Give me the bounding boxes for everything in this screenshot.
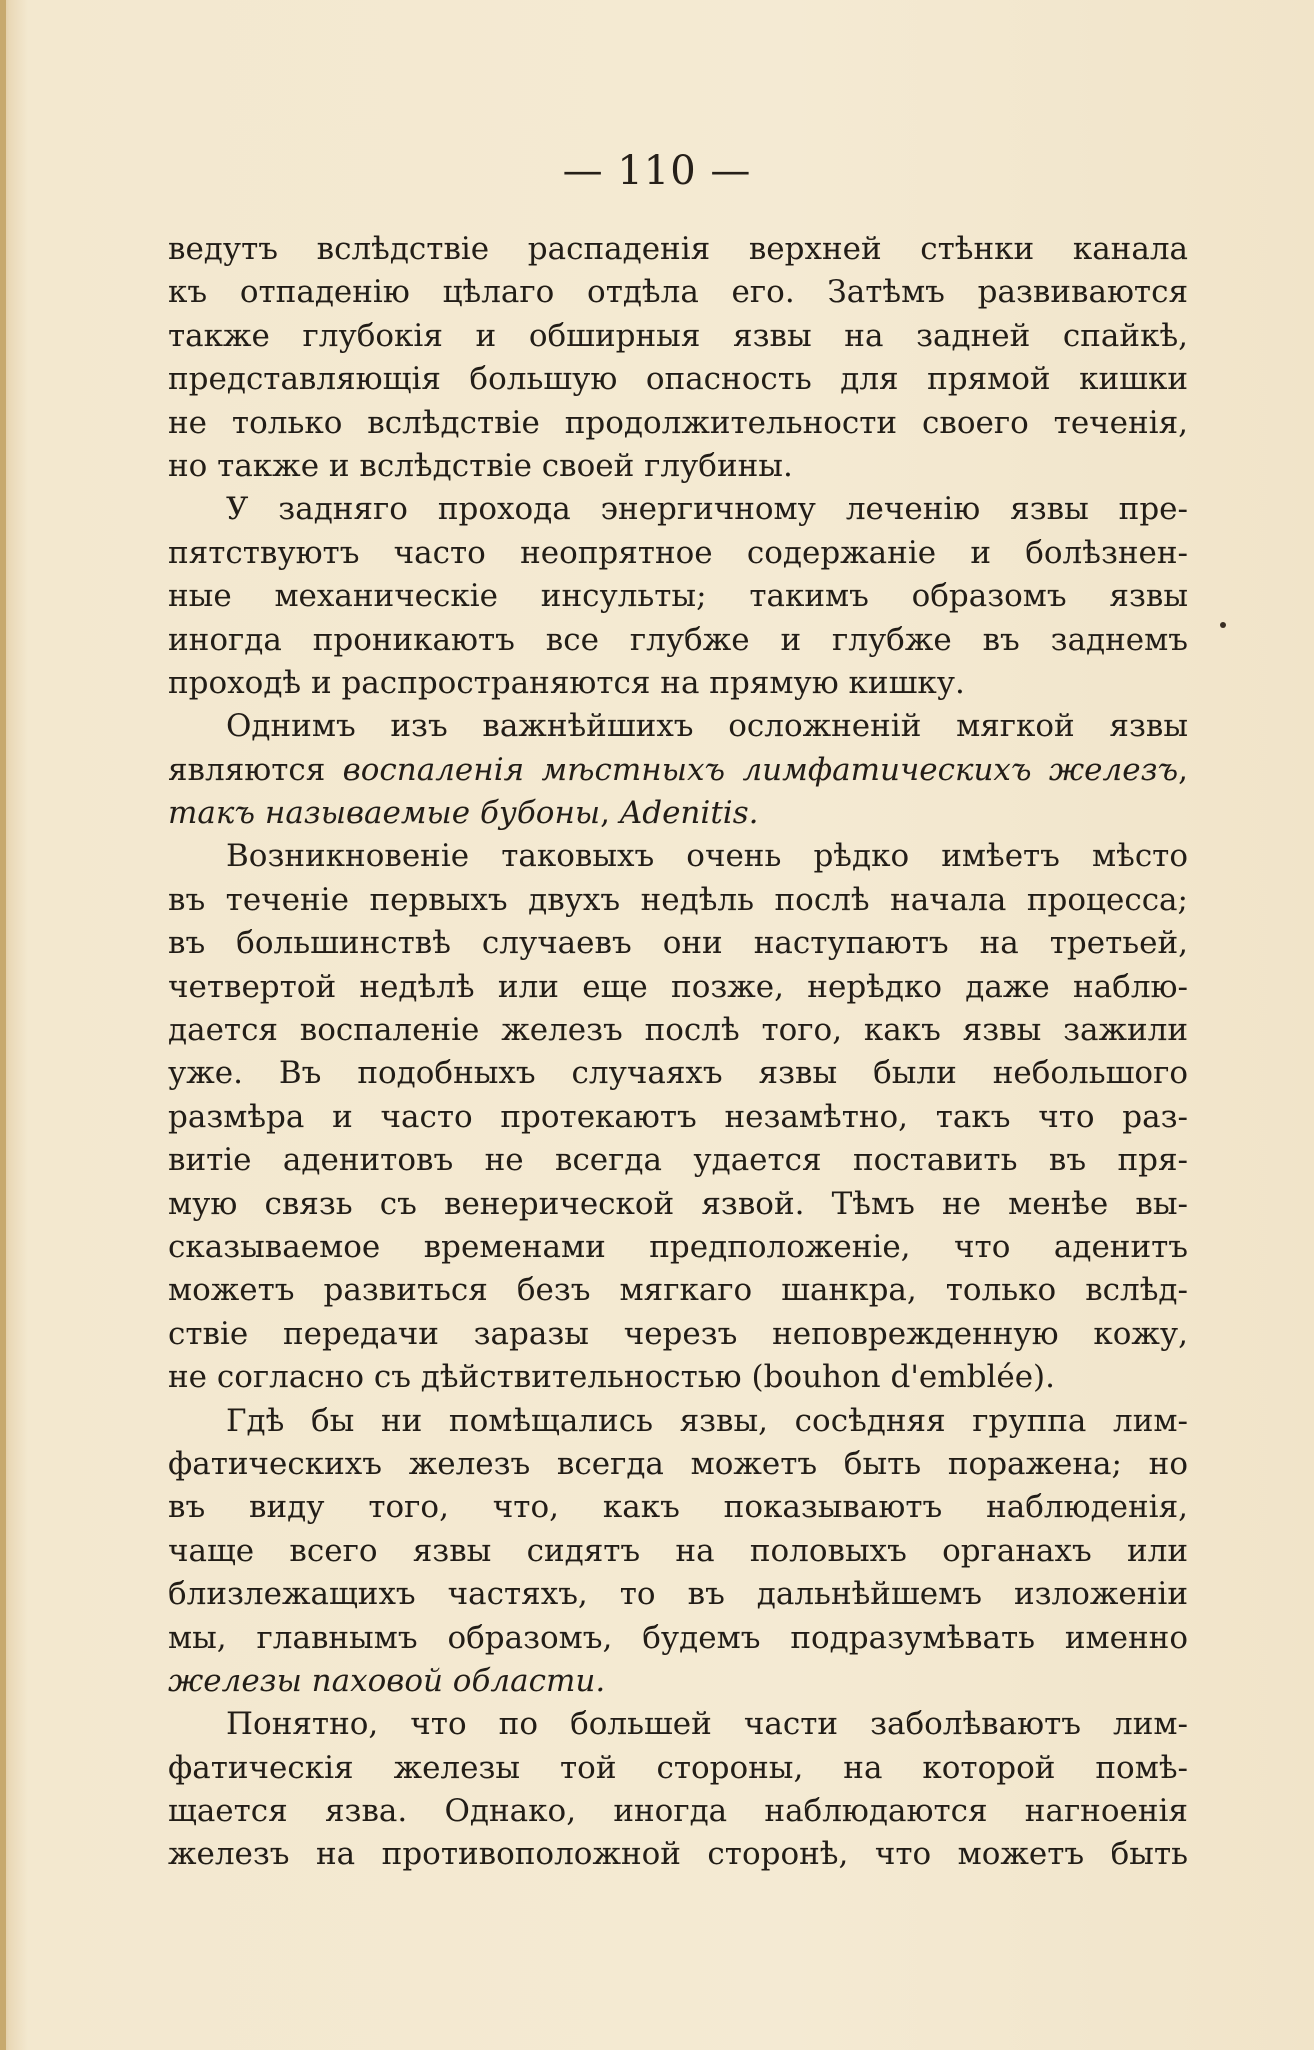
italic-term: железы паховой области.: [168, 1662, 606, 1699]
text-line: не только вслѣдствіе продолжительности своего теченія,: [168, 404, 1188, 441]
text-line: [168, 1660, 1188, 1703]
text-line: Возникновеніе таковыхъ очень рѣдко имѣетъ мѣсто: [226, 838, 1188, 875]
text-line: ные механическіе инсульты; такимъ образомъ язвы: [168, 578, 1188, 615]
text-run: ,: [600, 795, 620, 832]
text-line: размѣра и часто протекаютъ незамѣтно, такъ что раз-: [168, 1098, 1188, 1135]
text-line: [168, 749, 1188, 792]
page-number: — 110 —: [562, 148, 752, 194]
text-line: Однимъ изъ важнѣйшихъ осложненій мягкой язвы: [226, 708, 1188, 745]
text-line: но также и вслѣдствіе своей глубины.: [168, 447, 793, 484]
text-line: ведутъ вслѣдствіе распаденія верхней стѣнки канала: [168, 231, 1188, 267]
text-line: сказываемое временами предположеніе, что аденитъ: [168, 1228, 1188, 1265]
text-line: дается воспаленіе железъ послѣ того, какъ язвы зажили: [168, 1012, 1188, 1049]
text-line: къ отпаденію цѣлаго отдѣла его. Затѣмъ развиваются: [168, 274, 1188, 311]
text-line: представляющія большую опасность для прямой кишки: [168, 361, 1188, 398]
body-text: [168, 228, 1188, 1877]
text-line: пятствуютъ часто неопрятное содержаніе и болѣзнен-: [168, 534, 1188, 571]
text-line: витіе аденитовъ не всегда удается поставить въ пря-: [168, 1142, 1188, 1179]
text-line: фатическихъ железъ всегда можетъ быть поражена; но: [168, 1445, 1188, 1482]
text-line: щается язва. Однако, иногда наблюдаются нагноенія: [168, 1793, 1188, 1830]
italic-term: Adenitis.: [619, 795, 759, 832]
text-line: уже. Въ подобныхъ случаяхъ язвы были небольшого: [168, 1055, 1188, 1092]
page-spine-edge: [0, 0, 6, 2050]
text-line: Гдѣ бы ни помѣщались язвы, сосѣдняя группа лим-: [226, 1402, 1188, 1439]
text-line: близлежащихъ частяхъ, то въ дальнѣйшемъ изложеніи: [168, 1576, 1188, 1613]
text-line: въ виду того, что, какъ показываютъ наблюденія,: [168, 1489, 1188, 1526]
text-line: У задняго прохода энергичному леченію язвы пре-: [226, 491, 1188, 528]
text-line: не согласно съ дѣйствительностью (bouhon d'emblée).: [168, 1359, 1055, 1396]
text-line: [168, 792, 1188, 835]
italic-term: воспаленія мѣстныхъ лимфатическихъ железъ: [342, 751, 1179, 788]
text-line: мы, главнымъ образомъ, будемъ подразумѣвать именно: [168, 1619, 1188, 1656]
text-line: въ большинствѣ случаевъ они наступаютъ на третьей,: [168, 925, 1188, 962]
text-line: можетъ развиться безъ мягкаго шанкра, только вслѣд-: [168, 1272, 1188, 1309]
text-run: являются: [168, 751, 343, 788]
text-line: чаще всего язвы сидятъ на половыхъ органахъ или: [168, 1532, 1188, 1569]
ink-speck: [1220, 622, 1226, 628]
text-line: иногда проникаютъ все глубже и глубже въ заднемъ: [168, 621, 1188, 658]
text-line: фатическія железы той стороны, на которой помѣ-: [168, 1749, 1188, 1786]
text-line: железъ на противоположной сторонѣ, что можетъ быть: [168, 1836, 1188, 1873]
text-line: мую связь съ венерической язвой. Тѣмъ не менѣе вы-: [168, 1185, 1188, 1222]
italic-term: такъ называемые бубоны: [168, 795, 601, 832]
text-line: проходѣ и распространяются на прямую кишку.: [168, 664, 965, 701]
text-line: также глубокія и обширныя язвы на задней спайкѣ,: [168, 317, 1188, 354]
text-line: Понятно, что по большей части заболѣваютъ лим-: [226, 1706, 1188, 1743]
text-line: ствіе передачи заразы черезъ неповрежденную кожу,: [168, 1315, 1188, 1352]
text-line: четвертой недѣлѣ или еще позже, нерѣдко даже наблю-: [168, 968, 1188, 1005]
text-line: въ теченіе первыхъ двухъ недѣль послѣ начала процесса;: [168, 881, 1188, 918]
text-run: ,: [1178, 751, 1189, 788]
